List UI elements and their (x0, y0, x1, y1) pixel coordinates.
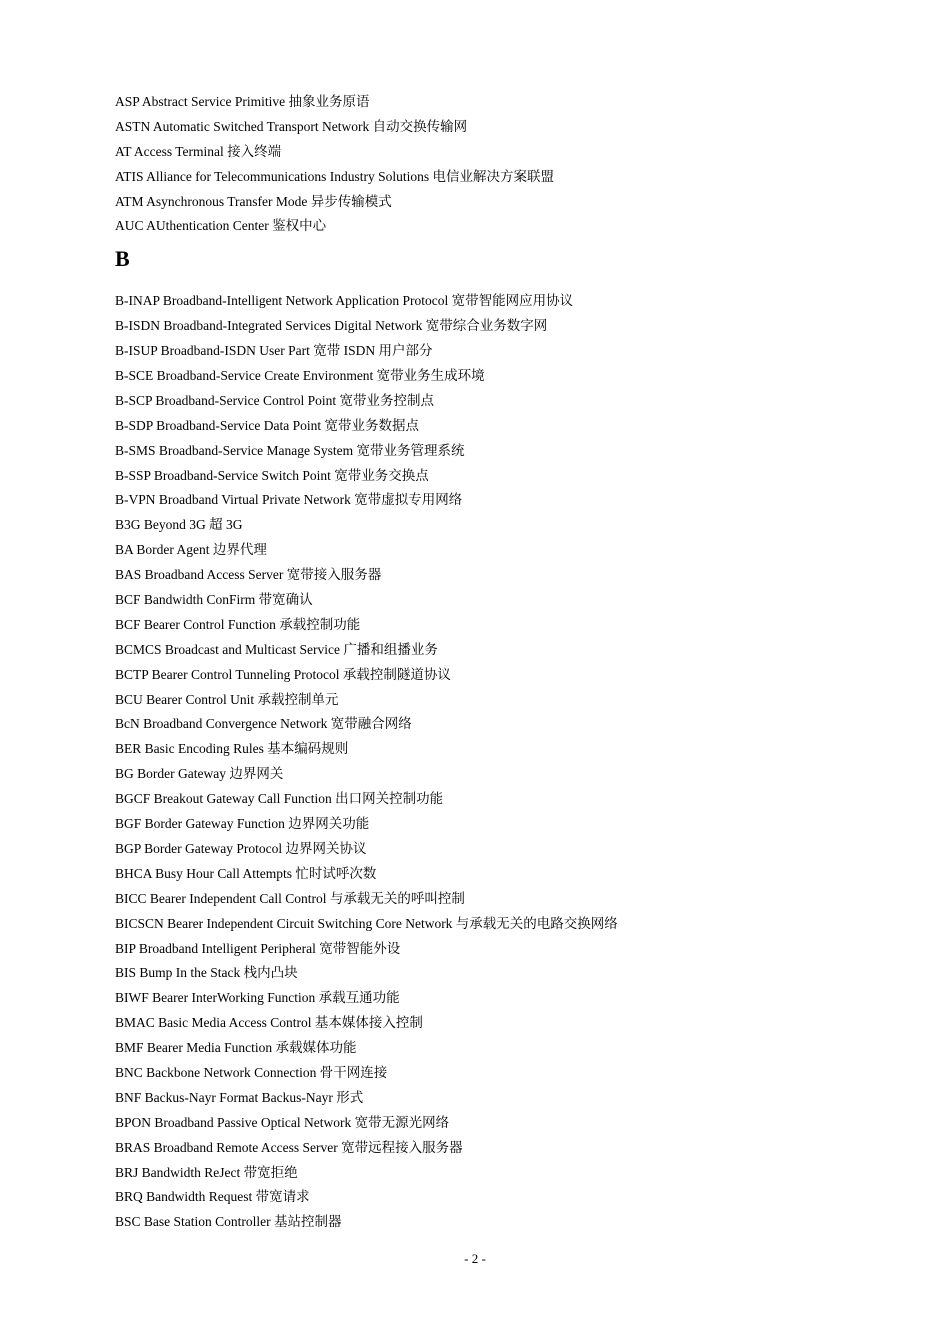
glossary-entry: BIS Bump In the Stack 栈内凸块 (115, 965, 298, 981)
glossary-entry: BICC Bearer Independent Call Control 与承载无关的呼叫控制 (115, 890, 465, 906)
glossary-entry: BCU Bearer Control Unit 承载控制单元 (115, 691, 339, 707)
glossary-entry: BGF Border Gateway Function 边界网关功能 (115, 816, 370, 832)
glossary-entry: BCMCS Broadcast and Multicast Service 广播和组播业务 (115, 641, 438, 657)
glossary-entry: BCF Bearer Control Function 承载控制功能 (115, 616, 361, 632)
glossary-entry: BG Border Gateway 边界网关 (115, 766, 284, 782)
page-number: - 2 - (464, 1251, 486, 1266)
glossary-entry: B-INAP Broadband-Intelligent Network Application Protocol 宽带智能网应用协议 (115, 293, 574, 309)
glossary-entry: BHCA Busy Hour Call Attempts 忙时试呼次数 (115, 865, 377, 881)
glossary-entry: B-ISUP Broadband-ISDN User Part 宽带 ISDN 用户部分 (115, 343, 433, 359)
glossary-entry: BAS Broadband Access Server 宽带接入服务器 (115, 567, 382, 583)
glossary-list (115, 92, 895, 1237)
glossary-entry: ATIS Alliance for Telecommunications Industry Solutions 电信业解决方案联盟 (115, 168, 555, 184)
glossary-entry: BA Border Agent 边界代理 (115, 542, 267, 558)
glossary-entry: BGP Border Gateway Protocol 边界网关协议 (115, 840, 367, 856)
glossary-entry: ATM Asynchronous Transfer Mode 异步传输模式 (115, 193, 392, 209)
glossary-entry: BNF Backus-Nayr Format Backus-Nayr 形式 (115, 1089, 364, 1105)
glossary-entry: BRQ Bandwidth Request 带宽请求 (115, 1189, 310, 1205)
glossary-entry: BGCF Breakout Gateway Call Function 出口网关控制功能 (115, 791, 444, 807)
glossary-entry: BIWF Bearer InterWorking Function 承载互通功能 (115, 990, 400, 1006)
glossary-entry: B3G Beyond 3G 超 3G (115, 517, 243, 533)
glossary-entry: BCF Bandwidth ConFirm 带宽确认 (115, 592, 313, 608)
section-heading-b: B (115, 246, 130, 272)
glossary-entry: AUC AUthentication Center 鉴权中心 (115, 218, 327, 234)
glossary-entry: B-SCP Broadband-Service Control Point 宽带业务控制点 (115, 392, 434, 408)
glossary-entry: BNC Backbone Network Connection 骨干网连接 (115, 1064, 388, 1080)
glossary-entry: B-VPN Broadband Virtual Private Network 宽带虚拟专用网络 (115, 492, 463, 508)
glossary-entry: ASTN Automatic Switched Transport Network 自动交换传输网 (115, 118, 468, 134)
section-a-entries (115, 92, 895, 241)
glossary-entry: B-SCE Broadband-Service Create Environment 宽带业务生成环境 (115, 368, 485, 384)
glossary-entry: B-ISDN Broadband-Integrated Services Digital Network 宽带综合业务数字网 (115, 318, 548, 334)
glossary-entry: BRJ Bandwidth ReJect 带宽拒绝 (115, 1164, 298, 1180)
glossary-entry: BSC Base Station Controller 基站控制器 (115, 1214, 342, 1230)
glossary-entry: BMF Bearer Media Function 承载媒体功能 (115, 1040, 357, 1056)
glossary-entry: BRAS Broadband Remote Access Server 宽带远程接入服务器 (115, 1139, 463, 1155)
glossary-entry: AT Access Terminal 接入终端 (115, 143, 282, 159)
glossary-entry: B-SSP Broadband-Service Switch Point 宽带业务交换点 (115, 467, 429, 483)
glossary-entry: B-SDP Broadband-Service Data Point 宽带业务数据点 (115, 417, 419, 433)
glossary-entry: BPON Broadband Passive Optical Network 宽带无源光网络 (115, 1114, 450, 1130)
glossary-entry: B-SMS Broadband-Service Manage System 宽带业务管理系统 (115, 442, 465, 458)
glossary-entry: BMAC Basic Media Access Control 基本媒体接入控制 (115, 1015, 423, 1031)
glossary-entry: BICSCN Bearer Independent Circuit Switching Core Network 与承载无关的电路交换网络 (115, 915, 618, 931)
glossary-entry: BIP Broadband Intelligent Peripheral 宽带智能外设 (115, 940, 401, 956)
section-b-entries (115, 291, 895, 1237)
glossary-entry: BcN Broadband Convergence Network 宽带融合网络 (115, 716, 412, 732)
glossary-entry: BCTP Bearer Control Tunneling Protocol 承载控制隧道协议 (115, 666, 451, 682)
glossary-entry: BER Basic Encoding Rules 基本编码规则 (115, 741, 349, 757)
glossary-entry: ASP Abstract Service Primitive 抽象业务原语 (115, 94, 370, 109)
